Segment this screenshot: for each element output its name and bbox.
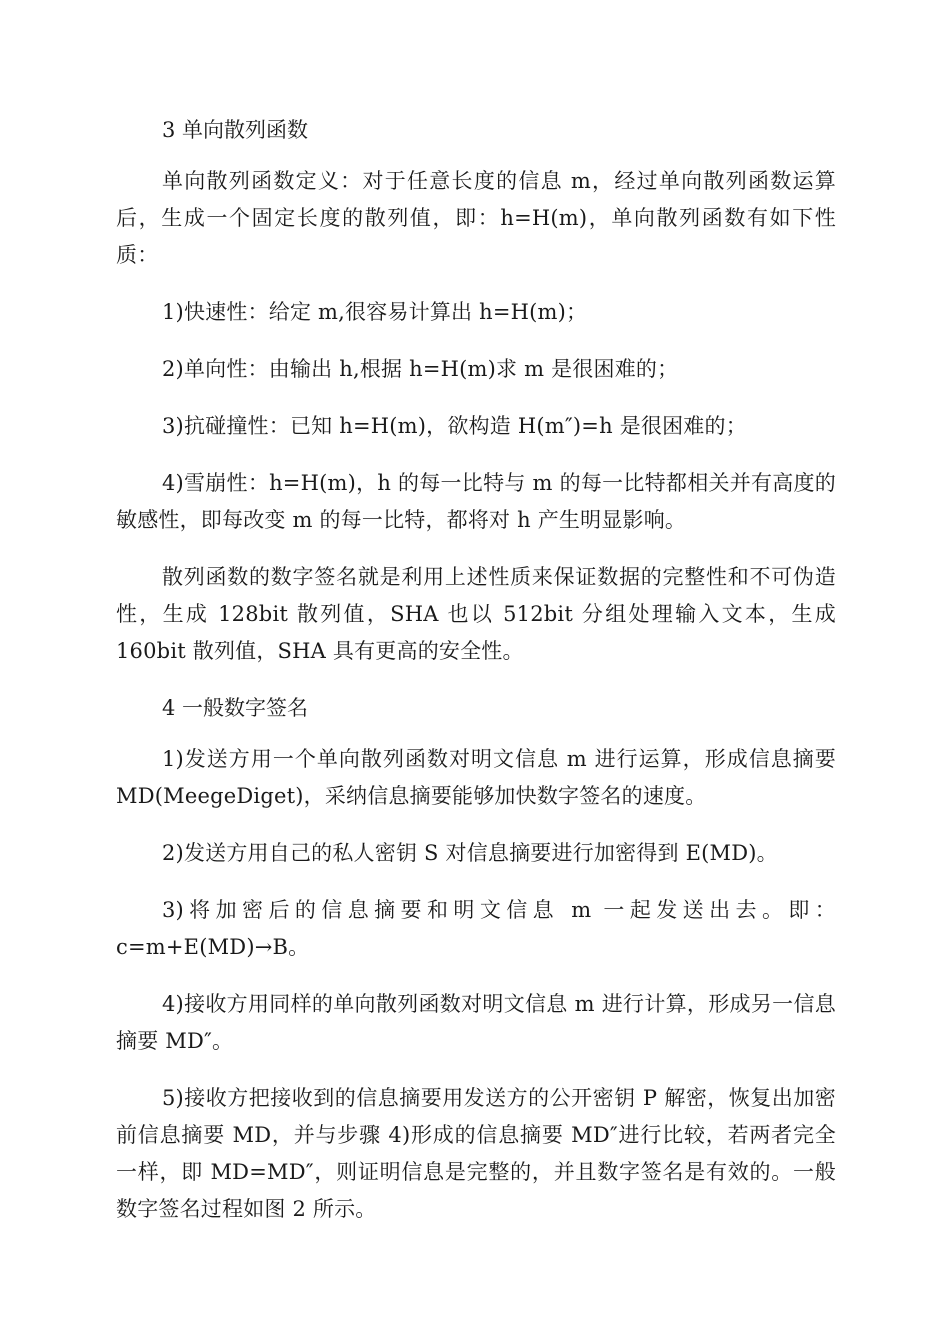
paragraph-step-2: 2)发送方用自己的私人密钥 S 对信息摘要进行加密得到 E(MD)。 <box>162 841 778 865</box>
paragraph-property-one-way: 2)单向性：由输出 h,根据 h=H(m)求 m 是很困难的； <box>162 357 679 381</box>
paragraph-property-speed: 1)快速性：给定 m,很容易计算出 h=H(m)； <box>162 300 588 324</box>
paragraph-step-3: 3)将加密后的信息摘要和明文信息 m 一起发送出去。即：c=m+E(MD)→B。 <box>116 898 836 959</box>
paragraph-step-5: 5)接收方把接收到的信息摘要用发送方的公开密钥 P 解密，恢复出加密前信息摘要 MD，并与步骤 4)形成的信息摘要 MD″进行比较，若两者完全一样，即 MD=MD″，则证明信息是完整的，并且数字签名是有效的。一般数字签名过程如图 2 所示。 <box>116 1086 836 1221</box>
document-body <box>116 112 836 1248</box>
paragraph-property-avalanche: 4)雪崩性：h=H(m)，h 的每一比特与 m 的每一比特都相关并有高度的敏感性，即每改变 m 的每一比特，都将对 h 产生明显影响。 <box>116 471 836 532</box>
paragraph-property-collision: 3)抗碰撞性：已知 h=H(m)，欲构造 H(m″)=h 是很困难的； <box>162 414 747 438</box>
section-heading-hash-function: 3 单向散列函数 <box>162 118 309 142</box>
paragraph-hash-definition: 单向散列函数定义：对于任意长度的信息 m，经过单向散列函数运算后，生成一个固定长度的散列值，即：h=H(m)，单向散列函数有如下性质： <box>116 169 836 267</box>
section-heading-digital-signature: 4 一般数字签名 <box>162 696 309 720</box>
paragraph-hash-signature: 散列函数的数字签名就是利用上述性质来保证数据的完整性和不可伪造性，生成 128bit 散列值，SHA 也以 512bit 分组处理输入文本，生成 160bit 散列值，SHA 具有更高的安全性。 <box>116 565 836 663</box>
paragraph-step-4: 4)接收方用同样的单向散列函数对明文信息 m 进行计算，形成另一信息摘要 MD″。 <box>116 992 836 1053</box>
paragraph-step-1: 1)发送方用一个单向散列函数对明文信息 m 进行运算，形成信息摘要 MD(MeegeDiget)，采纳信息摘要能够加快数字签名的速度。 <box>116 747 836 808</box>
